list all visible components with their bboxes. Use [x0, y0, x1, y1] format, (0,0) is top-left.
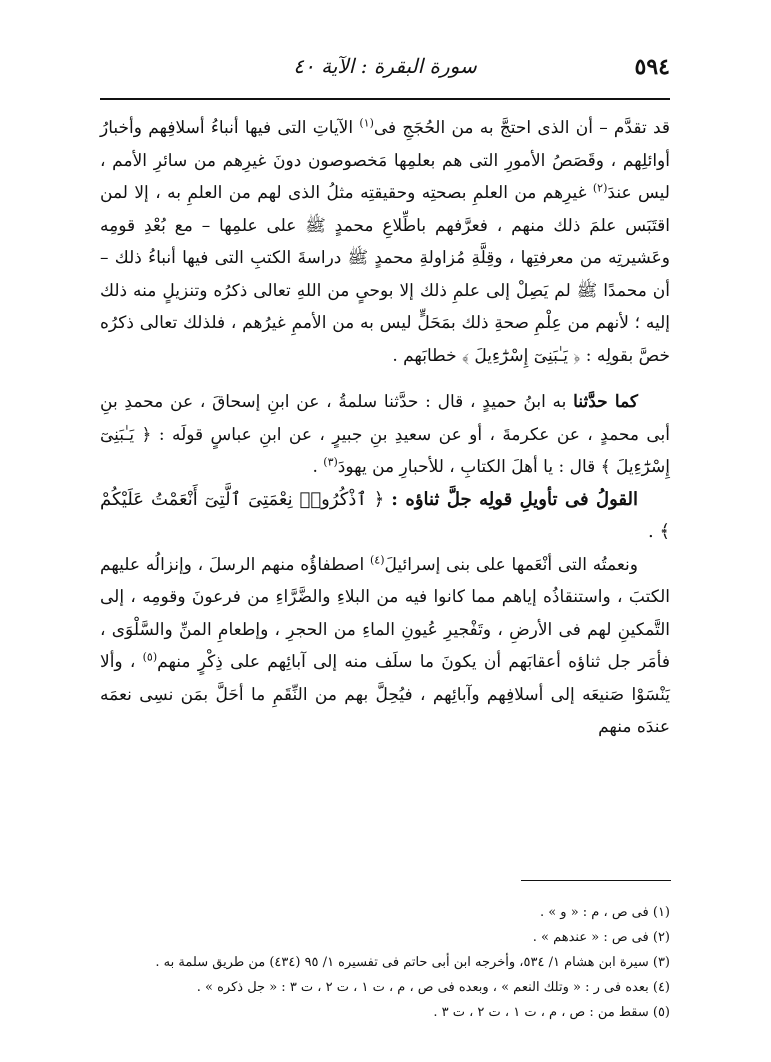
footnote-1: (١) فى ص ، م : « و » .: [539, 905, 670, 920]
paragraph-1-part-b: الآياتِ التى فيها أنباءُ أسلافِهم وأخبارُ أوائلِهم ، وقَصَصُ الأمورِ التى هم بعلمِها مَخصوصون دونَ غيرِهم من سائرِ الأمم ، ليس عندَ: [100, 118, 670, 203]
footnote-ref-2[interactable]: (٢): [592, 181, 608, 195]
footnote-ref-4[interactable]: (٤): [369, 552, 385, 566]
paragraph-2-part-a: به ابنُ حميدٍ ، قال : حدَّثنا سلمةُ ، عن ابنِ إسحاقَ ، عن محمدِ بنِ أبى محمدٍ ، عن عكرمةَ ، أو عن سعيدِ بنِ جبيرٍ ، عن ابنِ عباسٍ قولَه : ﴿ يَـٰبَنِىٓ إِسْرَٰٓءِيلَ ﴾ قال : يا أهلَ الكتابِ ، للأحبارِ من يهودَ: [100, 392, 670, 477]
section-heading: [100, 484, 670, 549]
footnote-divider: [521, 880, 671, 881]
footnote-3: (٣) سيرة ابن هشام ١/ ٥٣٤، وأخرجه ابن أبى حاتم فى تفسيره ١/ ٩٥ (٤٣٤) من طريق سلمة به .: [155, 955, 670, 970]
main-text: [100, 112, 670, 744]
page-number: ٥٩٤: [634, 54, 670, 80]
paragraph-1: [100, 112, 670, 372]
heading-label: القولُ فى تأويلِ قولِه جلَّ ثناؤه :: [391, 488, 638, 510]
footnotes: [100, 900, 670, 1025]
running-title: سورة البقرة : الآية ٤٠: [293, 54, 477, 78]
paragraph-3: [100, 549, 670, 744]
footnote-5: (٥) سقط من : ص ، م ، ت ١ ، ت ٢ ، ت ٣ .: [433, 1005, 670, 1020]
footnote-ref-1[interactable]: (١): [359, 116, 374, 130]
page-header: [100, 48, 670, 88]
paragraph-1-part-c: غيرِهم من العلمِ بصحتِه وحقيقتِه مثلُ الذى لهم من العلمِ به ، إلا لمن اقتَبَس علمَ ذلك منهم ، فعرَّفهم باطِّلاعِ محمدٍ ﷺ على علمِها – مع بُعْدِ قومِه وعَشيرتِه من معرفتِها ، وقِلَّةِ مُزاولةِ محمدٍ ﷺ دراسةَ الكتبِ التى فيها أنباءُ ذلك – أن محمدًا ﷺ لم يَصِلْ إلى علمِ ذلك إلا بوحىٍ من اللهِ تعالى ذكرُه وتنزيلٍ منه ذلك إليه ؛ لأنهم من عِلْمِ صحةِ ذلك بمَحَلٍّ ليس به من الأممِ غيرُهم ، فلذلك تعالى ذكرُه خصَّ بقولِه : ﴿ يَـٰبَنِىٓ إِسْرَٰٓءِيلَ ﴾ خطابَهم .: [100, 183, 670, 366]
heading-quran-verse: ﴿ ٱذْكُرُوا۟ نِعْمَتِىَ ٱلَّتِىٓ أَنْعَمْتُ عَلَيْكُمْ ﴾ .: [100, 488, 670, 542]
paragraph-2-part-b: .: [312, 457, 324, 477]
paragraph-3-part-c: ، وألا يَنْسَوْا صَنيعَه إلى أسلافِهم وآبائِهم ، فيُحِلَّ بهم من النِّقَمِ ما أحَلَّ بمَن نسِى نعمَه عندَه منهم: [100, 652, 670, 737]
paragraph-3-part-a: ونعمتُه التى أنْعَمها على بنى إسرائيلَ: [384, 554, 638, 575]
hadith-lead: كما حدَّثنا: [573, 392, 638, 412]
paragraph-3-part-b: اصطفاؤُه منهم الرسلَ ، وإنزالُه عليهم الكتبَ ، واستنقاذُه إياهم مما كانوا فيه من البلاءِ والضَّرَّاءِ من فرعونَ وقومِه ، إلى التَّمكينِ لهم فى الأرضِ ، وتَفْجيرِ عُيونِ الماءِ من الحجرِ ، وإطعامِ المنِّ والسَّلْوَى ، فأمَر جل ثناؤه أعقابَهم أن يكونَ ما سلَف منه إلى آبائِهم على ذِكْرٍ منهم: [100, 554, 670, 672]
header-divider: [100, 98, 670, 100]
footnote-ref-5[interactable]: (٥): [142, 650, 158, 664]
footnote-ref-3[interactable]: (٣): [323, 455, 338, 469]
paragraph-2: [100, 386, 670, 484]
footnote-4: (٤) بعده فى ر : « وتلك النعم » ، وبعده فى ص ، م ، ت ١ ، ت ٢ ، ت ٣ : « جل ذكره » .: [196, 980, 670, 995]
paragraph-1-part-a: قد تقدَّم – أن الذى احتجَّ به من الحُجَجِ فى: [373, 118, 671, 138]
footnote-2: (٢) فى ص : « عندهم » .: [532, 930, 670, 945]
